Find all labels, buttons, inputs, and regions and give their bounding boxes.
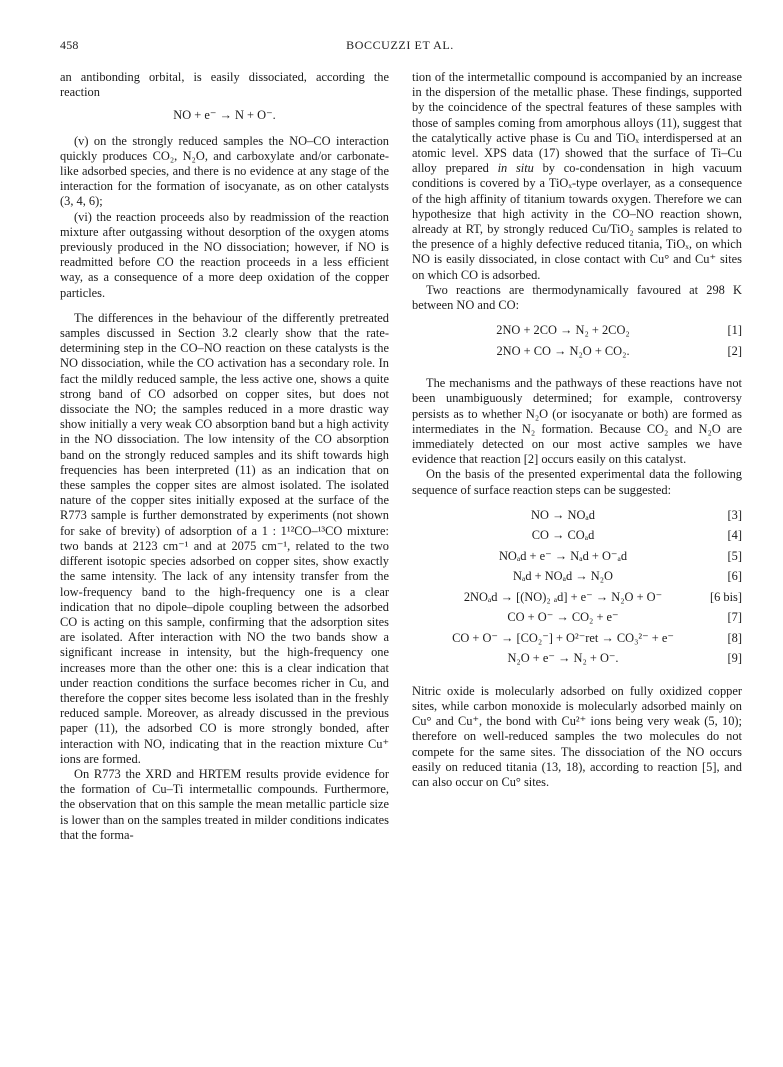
equation-number: [3] xyxy=(727,507,742,522)
equation-formula: NOₐd + e⁻ → Nₐd + O⁻ₐd xyxy=(498,548,628,563)
equation-row xyxy=(412,651,742,672)
equation-number: [7] xyxy=(727,610,742,625)
left-paragraph-4: The differences in the behaviour of the differently pretreated samples discussed in Section 3.2 clearly show that the rate-determining step in the CO–NO reaction on these catalysts is the NO dissociation, while the CO activation has a secondary role. In fact the mildly reduced sample, the less active one, shows a quite strong band of CO adsorbed on copper sites, but does not dissociate the NO; the samples reduced in a more drastic way show initially a very weak CO absorption band but a high activity in the NO dissociation. The low intensity of the CO absorption band on the strongly reduced samples and its shift towards high frequencies has been interpreted (11) as an indication that on these samples the copper sites are almost isolated. The isolated nature of the copper sites initially exposed at the surface of the R773 sample is further demonstrated by experiments (not shown for sake of brevity) of adsorption of a 1 : 1¹²CO–¹³CO mixture: two bands at 2123 cm⁻¹ and at 2075 cm⁻¹, related to the two different isotopic species adsorbed on copper sites, show exactly the same intensity. The lack of any intensity transfer from the low-frequency band to the high-frequency one is a clear indication that no dipole–dipole coupling between the adsorbed CO is acting on this sample, confirming that the adsorption sites are isolated. After interaction with NO the two bands show a significant increase in intensity, but the high-frequency one increases more than the other one: this is a clear indication that under reaction conditions the surface becomes richer in Cu, and therefore the copper sites become less isolated than in the freshly reduced sample. Moreover, as already discussed in the previous paper (11), the adsorbed CO is more strongly bonded, after interaction with NO, indicating that in the reaction mixture Cu⁺ ions are formed. xyxy=(60,310,389,766)
right-paragraph-1-part-a: tion of the intermetallic compound is accompanied by an increase in the dispersion of the metallic phase. These findings, supported by the coincidence of the spectral features of these samples with those of samples coming from amorphous alloys (11), suggest that the catalytically active phase is Cu and TiOₓ interdispersed at an atomic level. XPS data (17) showed that the surface of Ti–Cu alloy prepared xyxy=(412,70,742,176)
left-paragraph-1: an antibonding orbital, is easily dissociated, according the reaction xyxy=(60,70,389,100)
right-paragraph-2: Two reactions are thermodynamically favoured at 298 K between NO and CO: xyxy=(412,282,742,313)
right-paragraph-1-part-b: by co-condensation in high vacuum conditions is covered by a TiOₓ-type overlayer, as a consequence of the high affinity of titanium towards oxygen. Therefore we can hypothesize that high activity in the CO–NO reaction shown, already at RT, by strongly reduced Cu/TiO₂ samples is related to the presence of a highly defective reduced titania, TiOₓ, on which NO is easily dissociated, in close contact with Cu° and Cu⁺ sites on which CO is adsorbed. xyxy=(412,161,742,282)
equation-formula: NO → NOₐd xyxy=(531,507,595,522)
page-header xyxy=(60,38,740,54)
equation-row xyxy=(412,549,742,570)
right-paragraph-5: Nitric oxide is molecularly adsorbed on fully oxidized copper sites, while carbon monoxide is molecularly adsorbed mainly on Cu° and Cu⁺, the bond with Cu²⁺ ions being very weak (5, 10); therefore on well-reduced samples the two molecules do not compete for the same sites. The dissociation of the NO occurs easily on reduced titania (13, 18), according to reaction [5], and can also occur on Cu° sites. xyxy=(412,683,742,790)
equation-formula: Nₐd + NOₐd → N₂O xyxy=(513,569,613,584)
equation-block-a xyxy=(412,323,742,364)
equation-formula: CO → COₐd xyxy=(531,528,595,543)
left-column xyxy=(60,70,389,843)
equation-number: [6 bis] xyxy=(709,589,742,604)
equation-row xyxy=(412,528,742,549)
equation-row xyxy=(412,323,742,344)
equation-formula: 2NOₐd → [(NO)₂ ₐd] + e⁻ → N₂O + O⁻ xyxy=(463,589,663,604)
in-situ-italic: in situ xyxy=(497,161,534,176)
equation-number: [8] xyxy=(727,630,742,645)
running-title: BOCCUZZI ET AL. xyxy=(346,38,454,52)
equation-row xyxy=(412,569,742,590)
equation-formula: CO + O⁻ → [CO₂⁻] + O²⁻ret → CO₃²⁻ + e⁻ xyxy=(452,630,674,645)
equation-formula: 2NO + CO → N₂O + CO₂. xyxy=(496,343,630,358)
equation-formula: CO + O⁻ → CO₂ + e⁻ xyxy=(507,610,619,625)
left-paragraph-3: (vi) the reaction proceeds also by readmission of the reaction mixture after outgassing without desorption of the oxygen atoms previously produced in the NO dissociation; however, if NO is readmitted before CO the reaction proceeds in a less efficient way, as a consequence of a more deep oxidation of the copper particles. xyxy=(60,209,389,300)
equation-block-b xyxy=(412,508,742,672)
equation-row xyxy=(412,610,742,631)
equation-number: [2] xyxy=(727,343,742,358)
equation-number: [9] xyxy=(727,651,742,666)
equation-formula: 2NO + 2CO → N₂ + 2CO₂ xyxy=(496,323,630,338)
right-column xyxy=(412,70,742,790)
equation-row xyxy=(412,344,742,365)
equation-number: [6] xyxy=(727,569,742,584)
equation-row xyxy=(412,508,742,529)
left-paragraph-5: On R773 the XRD and HRTEM results provide evidence for the formation of Cu–Ti intermetallic compounds. Furthermore, the observation that on this sample the mean metallic particle size is lower than on the samples treated in milder conditions indicates that the forma- xyxy=(60,766,389,842)
page-number: 458 xyxy=(60,38,79,52)
equation-number: [4] xyxy=(727,528,742,543)
equation-row xyxy=(412,631,742,652)
equation-formula: N₂O + e⁻ → N₂ + O⁻. xyxy=(507,651,619,666)
right-paragraph-1 xyxy=(412,70,742,283)
equation-row xyxy=(412,590,742,611)
equation-no-dissociation: NO + e⁻ → N + O⁻. xyxy=(173,108,276,123)
right-paragraph-3: The mechanisms and the pathways of these reactions have not been unambiguously determined; for example, controversy persists as to whether N₂O (or isocyanate or both) are formed as intermediates in the N₂ formation. Because CO₂ and N₂O are immediately detected on our most active samples we have evidence that reaction [2] occurs easily on this catalyst. xyxy=(412,376,742,467)
equation-number: [1] xyxy=(727,323,742,338)
equation-number: [5] xyxy=(727,548,742,563)
left-paragraph-2: (v) on the strongly reduced samples the NO–CO interaction quickly produces CO₂, N₂O, and carboxylate and/or carbonate-like adsorbed species, and there is no evidence at any stage of the interaction for the formation of isocyanate, as on other catalysts (3, 4, 6); xyxy=(60,133,389,209)
right-paragraph-4: On the basis of the presented experimental data the following sequence of surface reaction steps can be suggested: xyxy=(412,467,742,497)
